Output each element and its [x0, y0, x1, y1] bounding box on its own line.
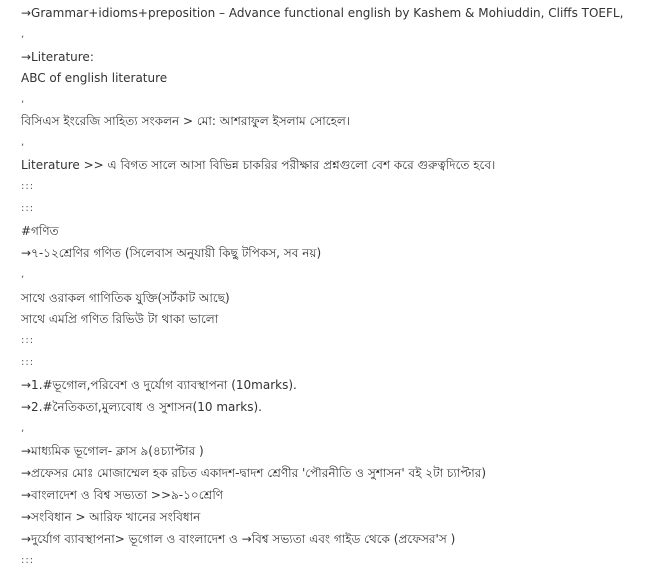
separator-triple-colon: ::: [21, 555, 35, 566]
separator-triple-colon: ::: [21, 203, 35, 214]
text-line-abc-literature: ABC of english literature [21, 71, 168, 85]
text-line-secondary-geography: →মাধ্যমিক ভূগোল- ক্লাস ৯(৪চ্যাপ্টার ) [21, 444, 204, 458]
separator-comma: , [21, 137, 26, 148]
text-line-disaster-management: →দুর্যোগ ব্যাবস্থাপনা> ভূগোল ও বাংলাদেশ ও →বিশ্ব সভ্যতা এবং গাইড থেকে (প্রফেসর'স ) [21, 532, 456, 546]
separator-comma: , [21, 29, 26, 40]
text-line-bangladesh-world-civilization: →বাংলাদেশ ও বিশ্ব সভ্যতা >>৯-১০শ্রেণি [21, 488, 224, 502]
text-line-mp3-math-review: সাথে এমপ্রি গণিত রিভিউ টা থাকা ভালো [21, 312, 219, 326]
text-line-literature-heading: →Literature: [21, 50, 94, 64]
separator-comma: , [21, 269, 26, 280]
text-line-bcs-english-collection: বিসিএস ইংরেজি সাহিত্য সংকলন > মো: আশরাফুল ইসলাম সোহেল। [21, 114, 351, 128]
separator-comma: , [21, 423, 26, 434]
text-line-oracle-math-logic: সাথে ওরাকল গাণিতিক যুক্তি(সর্টকাট আছে) [21, 291, 230, 305]
text-line-ethics-topic: →2.#নৈতিকতা,মুল্যবোধ ও সুশাসন(10 marks). [21, 400, 262, 414]
text-line-civics-book: →প্রফেসর মোঃ মোজাম্মেল হক রচিত একাদশ-দ্বাদশ শ্রেণীর 'পৌরনীতি ও সুশাসন' বই ২টা চ্যাপ্টার) [21, 466, 487, 480]
text-line-class-7-12-math: →৭-১২শ্রেণির গণিত (সিলেবাস অনুযায়ী কিছু টপিকস, সব নয়) [21, 246, 322, 260]
separator-triple-colon: ::: [21, 335, 35, 346]
separator-triple-colon: ::: [21, 357, 35, 368]
text-line-grammar-books: →Grammar+idioms+preposition – Advance functional english by Kashem & Mohiuddin, Cliffs TOEFL, [21, 6, 624, 20]
text-line-math-heading: #গণিত [21, 224, 59, 238]
text-line-literature-past-questions: Literature >> এ বিগত সালে আসা বিভিন্ন চাকরির পরীক্ষার প্রশ্নগুলো বেশ করে গুরুত্বদিতে হবে। [21, 158, 496, 172]
separator-comma: , [21, 94, 26, 105]
text-line-geography-topic: →1.#ভূগোল,পরিবেশ ও দুর্যোগ ব্যাবস্থাপনা (10marks). [21, 378, 297, 392]
text-line-constitution: →সংবিধান > আরিফ খানের সংবিধান [21, 510, 201, 524]
separator-triple-colon: ::: [21, 181, 35, 192]
